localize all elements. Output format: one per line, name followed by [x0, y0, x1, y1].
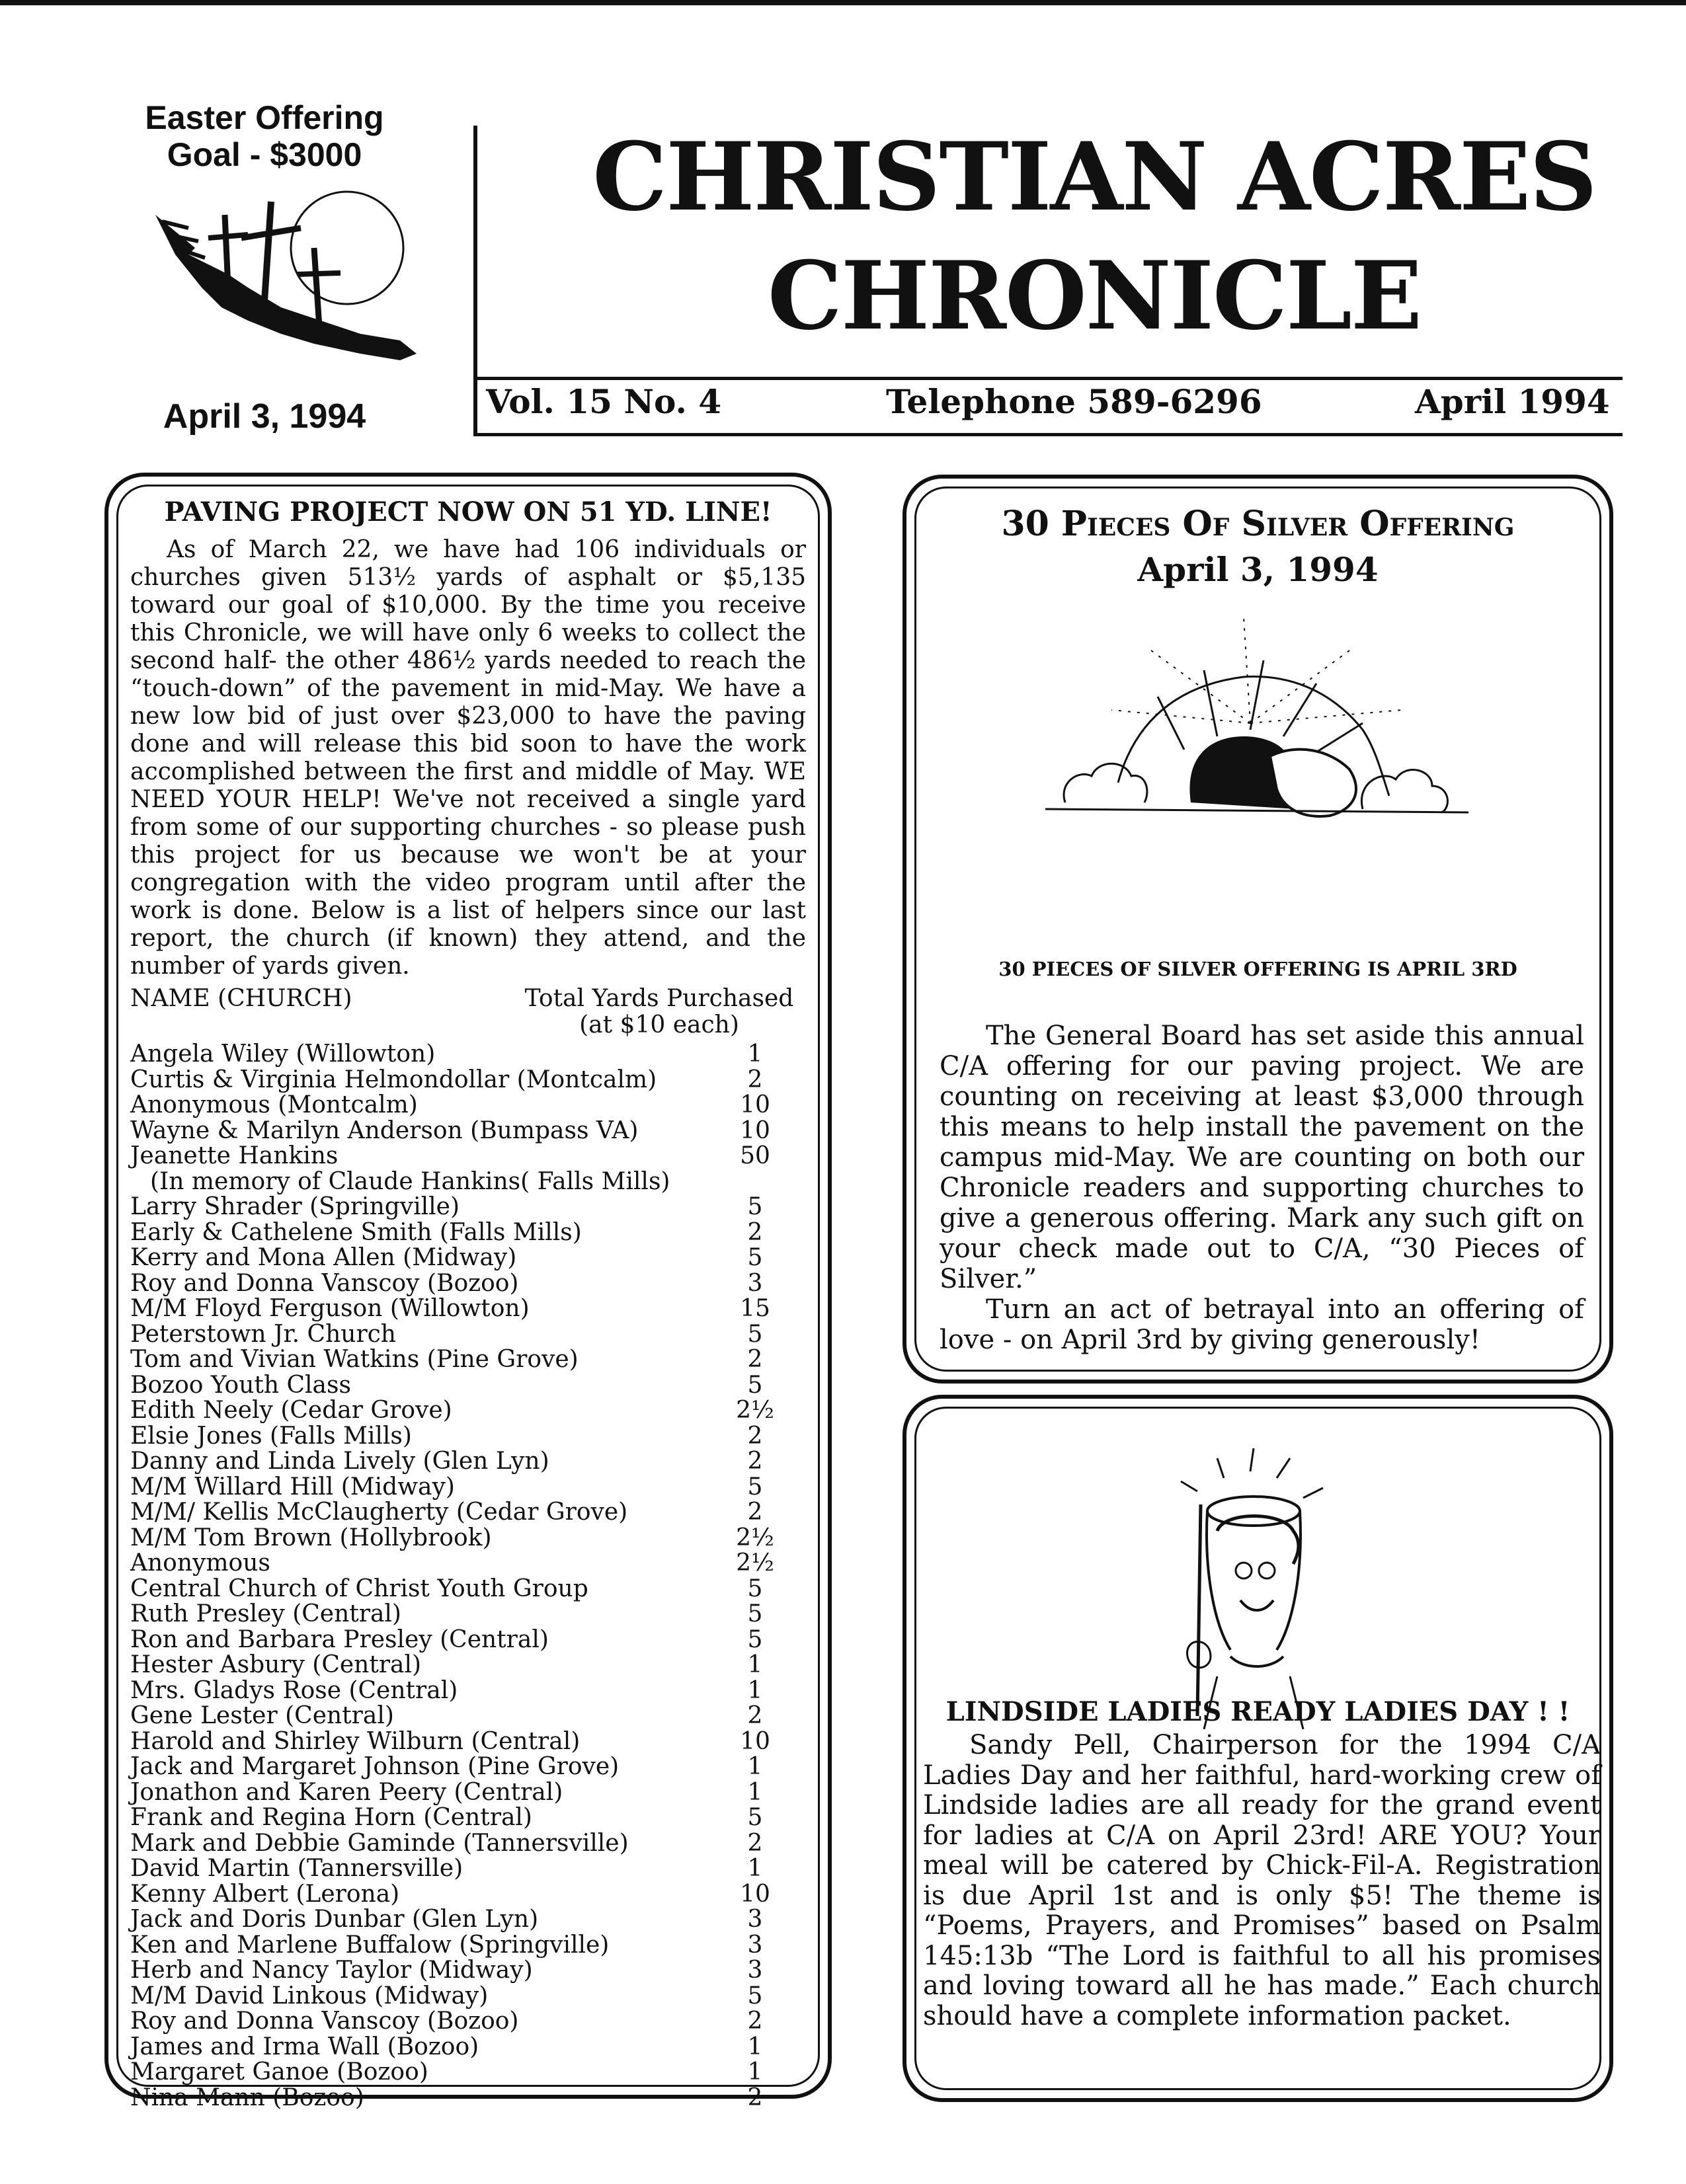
donor-row	[130, 1831, 811, 1857]
donor-row	[130, 1703, 811, 1729]
donor-name: Elsie Jones (Falls Mills)	[130, 1422, 412, 1450]
newsletter-title-line2: CHRONICLE	[767, 241, 1422, 351]
donor-row	[130, 1780, 811, 1806]
donor-name: Jonathon and Karen Peery (Central)	[130, 1778, 563, 1806]
donor-name: Hester Asbury (Central)	[130, 1651, 422, 1678]
donor-name: Early & Cathelene Smith (Falls Mills)	[130, 1218, 582, 1246]
donor-yards: 5	[747, 1600, 763, 1627]
paving-heading: PAVING PROJECT NOW ON 51 YD. LINE!	[164, 496, 772, 527]
donor-name: M/M Willard Hill (Midway)	[130, 1473, 455, 1501]
donor-yards: 10	[740, 1116, 770, 1144]
donor-row	[130, 1856, 811, 1882]
donor-yards: 1	[747, 1676, 763, 1704]
donor-name: Jack and Margaret Johnson (Pine Grove)	[130, 1753, 620, 1780]
donor-yards: 2½	[736, 1524, 774, 1551]
donor-name: Ken and Marlene Buffalow (Springville)	[130, 1931, 610, 1959]
donor-yards: 2	[747, 1702, 763, 1729]
column-total-yards-label: Total Yards Purchased	[524, 985, 794, 1012]
donor-name: Roy and Donna Vanscoy (Bozoo)	[130, 2008, 519, 2035]
donor-row	[130, 1729, 811, 1755]
donor-name: M/M Floyd Ferguson (Willowton)	[130, 1295, 530, 1322]
telephone-number: Telephone 589-6296	[886, 382, 1262, 421]
donor-yards: 5	[747, 1625, 763, 1653]
three-crosses-illustration	[149, 175, 426, 393]
donor-yards: 1	[747, 1651, 763, 1678]
donor-yards: 1	[747, 1040, 763, 1068]
donor-row	[130, 1373, 811, 1399]
donor-name: Ruth Presley (Central)	[130, 1600, 401, 1627]
easter-goal-amount: Goal - $3000	[167, 136, 362, 173]
donor-name: Tom and Vivian Watkins (Pine Grove)	[130, 1346, 579, 1373]
donor-name: Ron and Barbara Presley (Central)	[130, 1625, 549, 1653]
donor-row	[130, 1144, 811, 1169]
newsletter-title-line1: CHRISTIAN ACRES	[592, 122, 1596, 232]
donor-name: Wayne & Marilyn Anderson (Bumpass VA)	[130, 1116, 639, 1144]
donor-name: David Martin (Tannersville)	[130, 1855, 463, 1882]
donor-yards: 5	[747, 1371, 763, 1399]
donor-name: Margaret Ganoe (Bozoo)	[130, 2058, 428, 2086]
donor-row	[130, 1475, 811, 1501]
donor-yards: 1	[747, 2033, 763, 2060]
masthead-divider	[473, 126, 477, 436]
donor-yards: 10	[740, 1091, 770, 1118]
issue-month: April 1994	[1415, 382, 1610, 421]
donor-row	[130, 1245, 811, 1271]
donor-row	[130, 1678, 811, 1704]
donor-yards: 5	[747, 1575, 763, 1602]
donor-row	[130, 1169, 811, 1195]
donor-row	[130, 1424, 811, 1450]
donor-name: (In memory of Claude Hankins( Falls Mills)	[150, 1167, 670, 1195]
donor-yards: 2	[747, 2084, 763, 2111]
issue-date: April 3, 1994	[163, 397, 366, 436]
donor-yards: 1	[747, 1855, 763, 1882]
donor-name: Larry Shrader (Springville)	[130, 1193, 460, 1220]
donor-row	[130, 1220, 811, 1246]
donor-yards: 1	[747, 1778, 763, 1806]
column-name-church: NAME (CHURCH)	[130, 985, 352, 1012]
donor-row	[130, 1194, 811, 1220]
donor-yards: 5	[747, 1804, 763, 1831]
donor-name: Harold and Shirley Wilburn (Central)	[130, 1727, 581, 1755]
donor-row	[130, 1068, 811, 1093]
donor-row	[130, 1805, 811, 1831]
masthead-rule-bottom	[473, 433, 1623, 436]
column-total-yards-price: (at $10 each)	[579, 1011, 739, 1038]
donor-row	[130, 2060, 811, 2086]
silver-offering-paragraph-1: The General Board has set aside this annual C/A offering for our paving project. We are counting on receiving at least $3,000 through this means to help install the pavement on the campus mid-May. We are counting on both our Chronicle readers and supporting churches to give a generous offering. Mark any such gift on your check made out to C/A, “30 Pieces of Silver.”	[940, 1021, 1584, 1294]
volume-number: Vol. 15 No. 4	[486, 382, 722, 421]
donor-yards: 3	[747, 1906, 763, 1933]
donor-name: Frank and Regina Horn (Central)	[130, 1804, 532, 1831]
donor-yards: 1	[747, 1753, 763, 1780]
ladies-day-body: Sandy Pell, Chairperson for the 1994 C/A Ladies Day and her faithful, hard-working crew of Lindside ladies are all ready for the grand event for ladies at C/A on April 23rd! ARE YOU? Your meal will be catered by Chick-Fil-A. Registration is due April 1st and is only $5! The theme is “Poems, Prayers, and Promises” based on Psalm 145:13b “The Lord is faithful to all his promises and loving toward all he has made.” Each church should have a complete information packet.	[923, 1730, 1601, 2031]
donor-yards: 2	[747, 2008, 763, 2035]
donor-name: Mark and Debbie Gaminde (Tannersville)	[130, 1829, 629, 1857]
donor-name: Bozoo Youth Class	[130, 1371, 351, 1399]
donor-row	[130, 1322, 811, 1348]
silver-offering-title: 30 Pieces Of Silver Offering	[1001, 504, 1515, 544]
donor-row	[130, 1042, 811, 1068]
silver-offering-date: April 3, 1994	[1137, 550, 1379, 589]
donor-yards: 2	[747, 1422, 763, 1450]
donor-name: Mrs. Gladys Rose (Central)	[130, 1676, 458, 1704]
donor-yards: 2½	[736, 1549, 774, 1577]
donor-yards: 3	[747, 1269, 763, 1297]
donor-row	[130, 1627, 811, 1653]
donor-row	[130, 1754, 811, 1780]
silver-offering-caption: 30 PIECES OF SILVER OFFERING IS APRIL 3RD	[998, 958, 1517, 980]
donor-yards: 1	[747, 2058, 763, 2086]
donor-yards: 2½	[736, 1397, 774, 1424]
donor-row	[130, 1551, 811, 1577]
donor-yards: 15	[740, 1295, 770, 1322]
donor-row	[130, 1347, 811, 1373]
donor-name: Central Church of Christ Youth Group	[130, 1575, 588, 1602]
masthead-rule-top	[473, 377, 1623, 380]
donor-row	[130, 2009, 811, 2035]
donor-row	[130, 1577, 811, 1602]
empty-tomb-illustration	[1019, 611, 1495, 862]
silver-offering-paragraph-2: Turn an act of betrayal into an offering of love - on April 3rd by giving generously!	[940, 1294, 1584, 1355]
donor-name: Gene Lester (Central)	[130, 1702, 394, 1729]
donor-list	[130, 1042, 811, 2111]
donor-name: Kenny Albert (Lerona)	[130, 1880, 400, 1908]
donor-name: Edith Neely (Cedar Grove)	[130, 1397, 452, 1424]
donor-yards: 2	[747, 1448, 763, 1475]
donor-row	[130, 1933, 811, 1959]
donor-name: Roy and Donna Vanscoy (Bozoo)	[130, 1269, 519, 1297]
easter-offering-label: Easter Offering	[145, 99, 384, 136]
easter-offering-goal	[99, 99, 430, 173]
donor-row	[130, 1500, 811, 1526]
donor-name: Curtis & Virginia Helmondollar (Montcalm)	[130, 1066, 657, 1093]
donor-yards: 2	[747, 1218, 763, 1246]
silver-offering-body	[940, 1021, 1584, 1355]
donor-name: M/M/ Kellis McClaugherty (Cedar Grove)	[130, 1499, 628, 1526]
donor-yards: 10	[740, 1727, 770, 1755]
donor-yards: 5	[747, 1193, 763, 1220]
donor-row	[130, 1882, 811, 1908]
paving-project-article	[104, 473, 832, 2111]
ladies-day-heading: LINDSIDE LADIES READY LADIES DAY ! !	[945, 1696, 1570, 1727]
donor-row	[130, 2086, 811, 2111]
donor-row	[130, 1398, 811, 1424]
donor-row	[130, 1449, 811, 1475]
donor-yards: 2	[747, 1346, 763, 1373]
paving-body: As of March 22, we have had 106 individuals or churches given 513½ yards of asphalt or $5,135 toward our goal of $10,000. By the time you receive this Chronicle, we will have only 6 weeks to collect the second half- the other 486½ yards needed to reach the “touch-down” of the pavement in mid-May. We have a new low bid of just over $23,000 to have the paving done and will release this bid soon to have the work accomplished between the first and middle of May. WE NEED YOUR HELP! We've not received a single yard from some of our supporting churches - so please push this project for us because we won't be at your congregation with the video program until after the work is done. Below is a list of helpers since our last report, the church (if known) they attend, and the number of yards given.	[130, 536, 806, 980]
donor-row	[130, 1907, 811, 1933]
donor-yards: 2	[747, 1829, 763, 1857]
donor-yards: 50	[740, 1142, 770, 1169]
donor-name: Anonymous (Montcalm)	[130, 1091, 418, 1118]
donor-yards: 10	[740, 1880, 770, 1908]
donor-row	[130, 1958, 811, 1984]
donor-name: Nina Mann (Bozoo)	[130, 2084, 364, 2111]
donor-row	[130, 1271, 811, 1297]
donor-name: Herb and Nancy Taylor (Midway)	[130, 1957, 533, 1984]
donor-row	[130, 1984, 811, 2009]
donor-name: M/M David Linkous (Midway)	[130, 1982, 489, 2009]
donor-name: James and Irma Wall (Bozoo)	[130, 2033, 479, 2060]
column-total-yards	[507, 986, 811, 1038]
donor-name: Jack and Doris Dunbar (Glen Lyn)	[130, 1906, 539, 1933]
donor-row	[130, 2035, 811, 2060]
donor-name: Angela Wiley (Willowton)	[130, 1040, 436, 1068]
donor-row	[130, 1093, 811, 1118]
donor-row	[130, 1653, 811, 1678]
donor-row	[130, 1118, 811, 1144]
donor-yards: 5	[747, 1244, 763, 1271]
donor-yards: 3	[747, 1931, 763, 1959]
donor-name: Jeanette Hankins	[130, 1142, 339, 1169]
donor-row	[130, 1602, 811, 1627]
silver-offering-article	[903, 475, 1613, 1384]
donor-name: Danny and Linda Lively (Glen Lyn)	[130, 1448, 549, 1475]
ladies-day-article	[903, 1395, 1613, 2102]
donor-yards: 5	[747, 1320, 763, 1348]
donor-yards: 2	[747, 1499, 763, 1526]
donor-yards: 5	[747, 1982, 763, 2009]
lady-with-sign-illustration	[1125, 1438, 1383, 1729]
donor-yards: 3	[747, 1957, 763, 1984]
donor-row	[130, 1526, 811, 1551]
donor-name: Kerry and Mona Allen (Midway)	[130, 1244, 517, 1271]
donor-yards: 2	[747, 1066, 763, 1093]
top-border	[0, 0, 1686, 5]
donor-name: Anonymous	[130, 1549, 270, 1577]
donor-yards: 5	[747, 1473, 763, 1501]
donor-name: M/M Tom Brown (Hollybrook)	[130, 1524, 492, 1551]
donor-row	[130, 1296, 811, 1322]
donor-name: Peterstown Jr. Church	[130, 1320, 396, 1348]
